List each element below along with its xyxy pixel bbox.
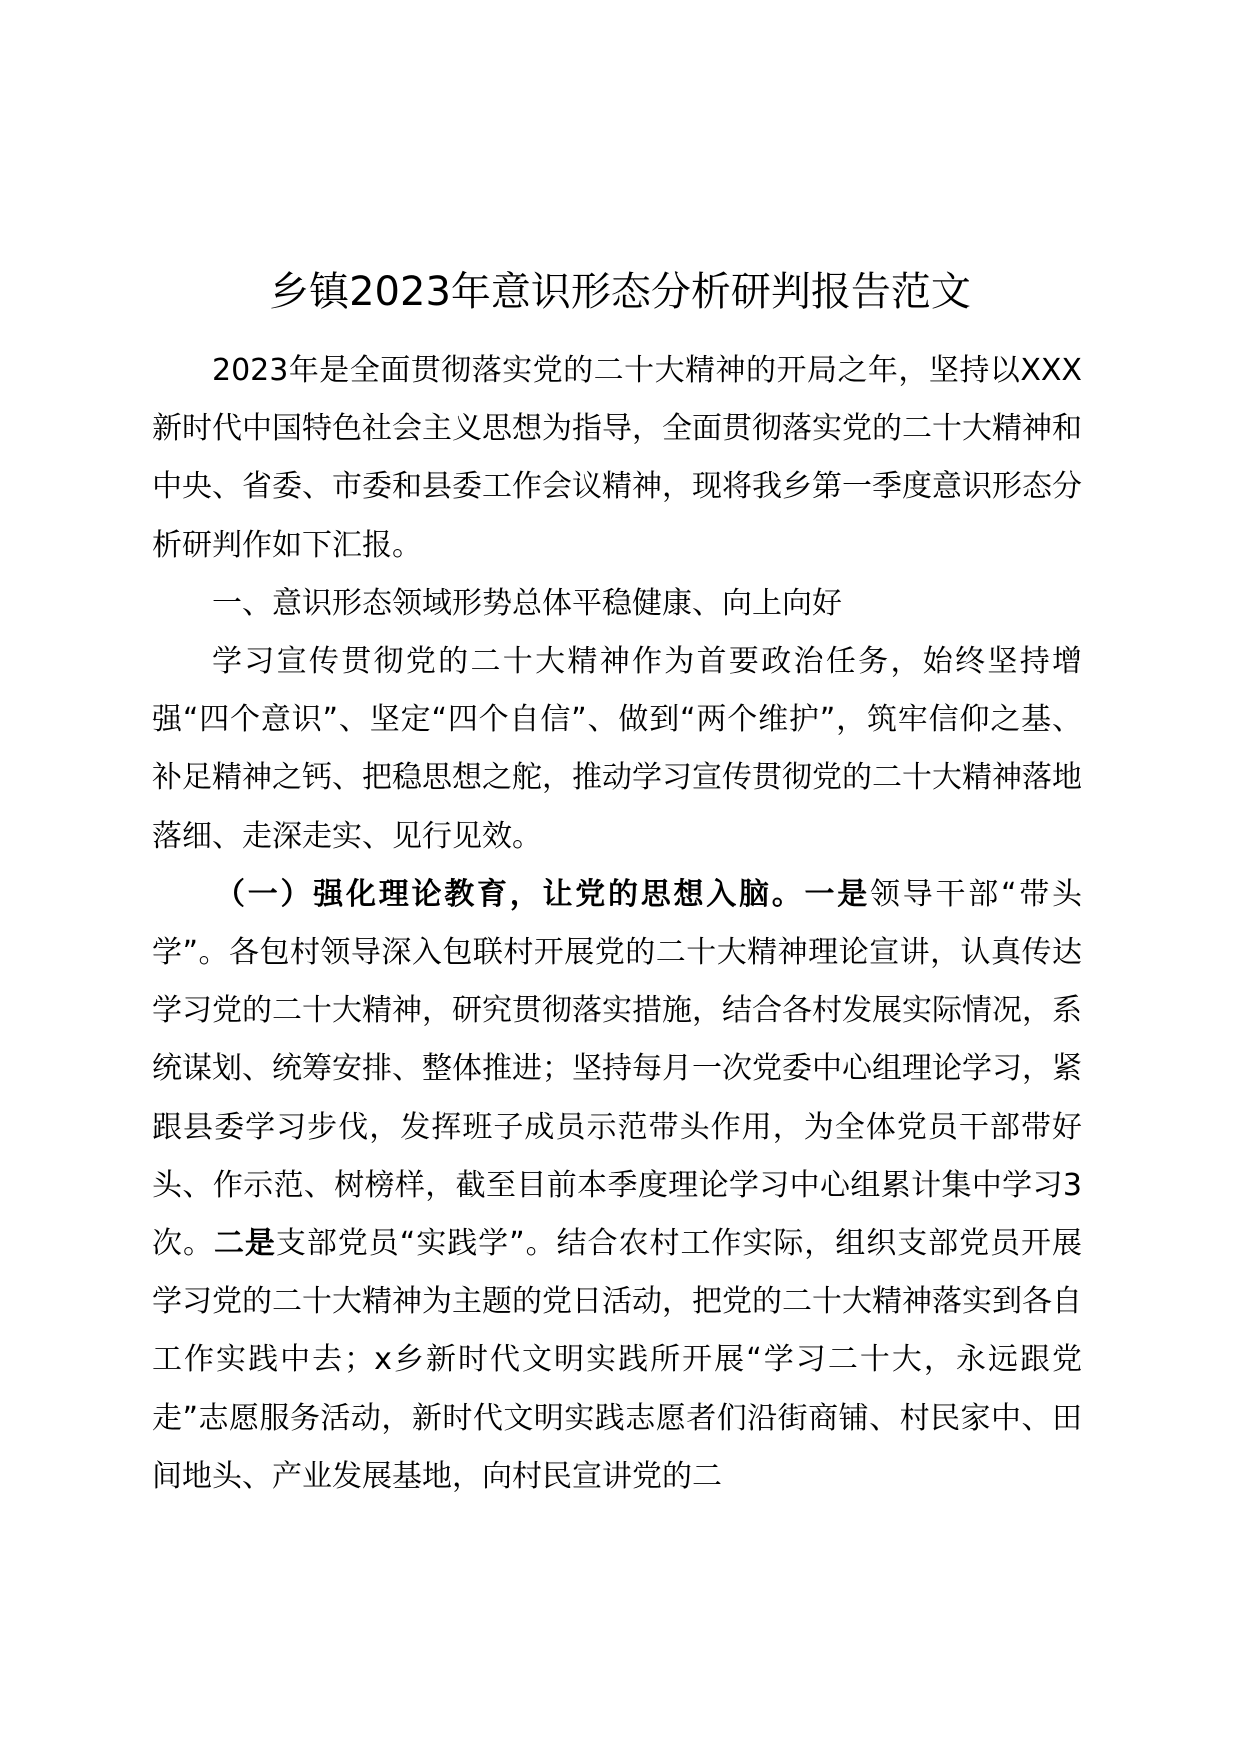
subsection-heading: （一）强化理论教育，让党的思想入脑。 [215, 876, 805, 912]
document-title: 乡镇2023年意识形态分析研判报告范文 [269, 269, 971, 315]
section-paragraph: 学习宣传贯彻党的二十大精神作为首要政治任务，始终坚持增强“四个意识”、坚定“四个自信”、做到“两个维护”，筑牢信仰之基、补足精神之钙、把稳思想之舵，推动学习宣传贯彻党的二十大精神落地落细、走深走实、见行见效。 [152, 644, 1082, 854]
point2-text: 支部党员“实践学”。结合农村工作实际，组织支部党员开展学习党的二十大精神为主题的党日活动，把党的二十大精神落实到各自工作实践中去；x乡新时代文明实践所开展“学习二十大，永远跟党走”志愿服务活动，新时代文明实践志愿者们沿街商铺、村民家中、田间地头、产业发展基地，向村民宣讲党的二 [152, 1226, 1083, 1494]
point1-text: 领导干部“带头学”。各包村领导深入包联村开展党的二十大精神理论宣讲，认真传达学习党的二十大精神，研究贯彻落实措施，结合各村发展实际情况，系统谋划、统筹安排、整体推进；坚持每月一次党委中心组理论学习，紧跟县委学习步伐，发挥班子成员示范带头作用，为全体党员干部带好头、作示范、树榜样，截至目前本季度理论学习中心组累计集中学习3次。 [152, 876, 1082, 1262]
point1-label: 一是 [804, 876, 870, 912]
point2-label: 二是 [213, 1226, 276, 1262]
document-body [152, 342, 1082, 1506]
subsection-paragraph [152, 866, 1082, 1506]
intro-paragraph: 2023年是全面贯彻落实党的二十大精神的开局之年，坚持以XXX新时代中国特色社会主义思想为指导，全面贯彻落实党的二十大精神和中央、省委、市委和县委工作会议精神，现将我乡第一季度意识形态分析研判作如下汇报。 [152, 353, 1082, 563]
section-heading: 一、意识形态领域形势总体平稳健康、向上向好 [212, 585, 842, 621]
